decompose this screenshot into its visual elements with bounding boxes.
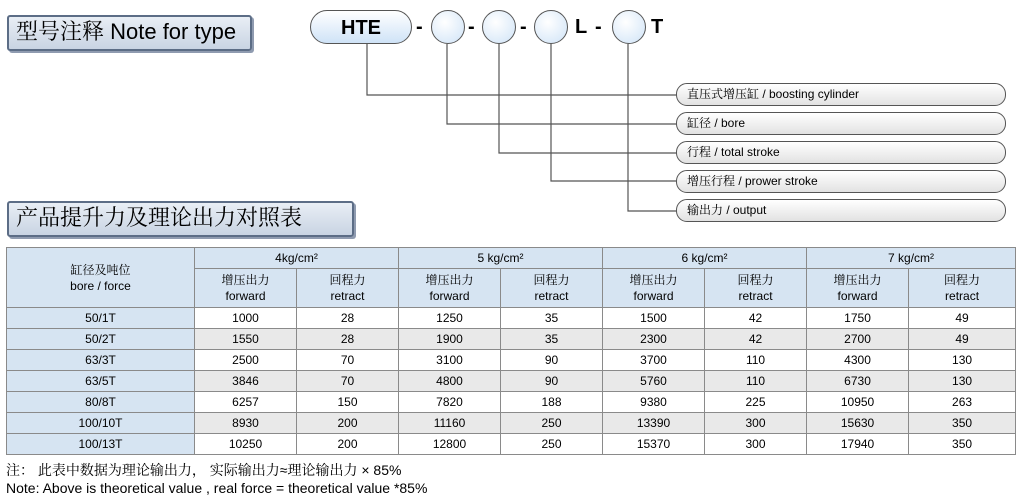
model-note-title-text: 型号注释 Note for type: [16, 19, 237, 44]
retract-value-cell: 49: [909, 329, 1016, 350]
forward-value-cell: 11160: [399, 413, 501, 434]
pressure-header: 7 kg/cm²: [807, 248, 1016, 269]
table-row: [7, 413, 1016, 434]
retract-value-cell: 350: [909, 413, 1016, 434]
forward-value-cell: 1500: [603, 308, 705, 329]
forward-value-cell: 7820: [399, 392, 501, 413]
forward-value-cell: 12800: [399, 434, 501, 455]
forward-value-cell: 1900: [399, 329, 501, 350]
forward-value-cell: 4300: [807, 350, 909, 371]
retract-value-cell: 150: [297, 392, 399, 413]
retract-value-cell: 350: [909, 434, 1016, 455]
force-table: [6, 247, 1016, 455]
retract-header: [705, 269, 807, 308]
table-row: [7, 392, 1016, 413]
connector-line: [447, 44, 677, 124]
forward-value-cell: 1250: [399, 308, 501, 329]
forward-header-zh: 增压出力: [221, 273, 270, 287]
retract-header: [909, 269, 1016, 308]
table-row: [7, 350, 1016, 371]
forward-value-cell: 15370: [603, 434, 705, 455]
retract-value-cell: 90: [501, 371, 603, 392]
power-stroke-code-circle: [534, 10, 568, 44]
model-note-title: [7, 15, 252, 51]
forward-value-cell: 1750: [807, 308, 909, 329]
retract-value-cell: 300: [705, 434, 807, 455]
forward-value-cell: 3100: [399, 350, 501, 371]
bore-force-cell: 100/10T: [7, 413, 195, 434]
retract-header-zh: 回程力: [533, 273, 570, 287]
connector-line: [499, 44, 677, 153]
bore-force-cell: 80/8T: [7, 392, 195, 413]
retract-value-cell: 130: [909, 371, 1016, 392]
retract-value-cell: 130: [909, 350, 1016, 371]
retract-header: [297, 269, 399, 308]
output-code-circle: [612, 10, 646, 44]
forward-value-cell: 2700: [807, 329, 909, 350]
retract-value-cell: 263: [909, 392, 1016, 413]
legend-item: 行程 / total stroke: [676, 141, 1006, 164]
retract-header-zh: 回程力: [329, 273, 366, 287]
connector-line: [551, 44, 677, 181]
forward-header-en: forward: [225, 289, 266, 303]
code-separator: -: [416, 16, 423, 38]
code-letter-t: T: [651, 16, 664, 38]
retract-header-en: retract: [534, 289, 569, 303]
retract-value-cell: 110: [705, 371, 807, 392]
forward-value-cell: 5760: [603, 371, 705, 392]
table-row: [7, 308, 1016, 329]
stroke-code-circle: [482, 10, 516, 44]
retract-value-cell: 188: [501, 392, 603, 413]
code-separator: -: [595, 16, 602, 38]
forward-value-cell: 3700: [603, 350, 705, 371]
retract-value-cell: 250: [501, 434, 603, 455]
code-separator: -: [520, 16, 527, 38]
forward-value-cell: 2500: [195, 350, 297, 371]
forward-header-en: forward: [837, 289, 878, 303]
retract-value-cell: 200: [297, 413, 399, 434]
retract-value-cell: 225: [705, 392, 807, 413]
comparison-table-title: [7, 201, 354, 237]
retract-value-cell: 70: [297, 371, 399, 392]
bore-force-cell: 50/1T: [7, 308, 195, 329]
retract-value-cell: 28: [297, 329, 399, 350]
table-row: [7, 371, 1016, 392]
legend-item: 缸径 / bore: [676, 112, 1006, 135]
code-separator: -: [468, 16, 475, 38]
retract-header-en: retract: [738, 289, 773, 303]
retract-header-zh: 回程力: [944, 273, 981, 287]
model-prefix-text: HTE: [341, 17, 381, 39]
comparison-title-text: 产品提升力及理论出力对照表: [16, 205, 303, 230]
table-row: [7, 329, 1016, 350]
retract-header-zh: 回程力: [737, 273, 774, 287]
bore-force-cell: 63/5T: [7, 371, 195, 392]
retract-header-en: retract: [945, 289, 980, 303]
retract-value-cell: 200: [297, 434, 399, 455]
note-english: Note: Above is theoretical value , real force = theoretical value *85%: [6, 480, 428, 496]
table-row: [7, 434, 1016, 455]
retract-value-cell: 35: [501, 308, 603, 329]
retract-value-cell: 35: [501, 329, 603, 350]
pressure-header: 4kg/cm²: [195, 248, 399, 269]
forward-value-cell: 3846: [195, 371, 297, 392]
forward-header-en: forward: [633, 289, 674, 303]
forward-header: [399, 269, 501, 308]
connector-line: [628, 44, 677, 211]
legend-item: 直压式增压缸 / boosting cylinder: [676, 83, 1006, 106]
row-header-cell: [7, 248, 195, 308]
retract-value-cell: 28: [297, 308, 399, 329]
note-chinese: 注： 此表中数据为理论输出力， 实际输出力≈理论输出力 × 85%: [6, 462, 402, 478]
forward-value-cell: 13390: [603, 413, 705, 434]
forward-value-cell: 10250: [195, 434, 297, 455]
forward-value-cell: 4800: [399, 371, 501, 392]
forward-header: [603, 269, 705, 308]
bore-force-cell: 100/13T: [7, 434, 195, 455]
connector-line: [367, 44, 677, 95]
retract-header-en: retract: [330, 289, 365, 303]
forward-value-cell: 9380: [603, 392, 705, 413]
retract-value-cell: 90: [501, 350, 603, 371]
pressure-header: 6 kg/cm²: [603, 248, 807, 269]
forward-value-cell: 1000: [195, 308, 297, 329]
row-header-en: bore / force: [70, 278, 131, 293]
retract-value-cell: 70: [297, 350, 399, 371]
forward-value-cell: 8930: [195, 413, 297, 434]
retract-value-cell: 49: [909, 308, 1016, 329]
forward-value-cell: 6730: [807, 371, 909, 392]
forward-header: [807, 269, 909, 308]
retract-value-cell: 110: [705, 350, 807, 371]
forward-header: [195, 269, 297, 308]
forward-value-cell: 17940: [807, 434, 909, 455]
code-letter-l: L: [575, 16, 588, 38]
row-header-zh: 缸径及吨位: [70, 262, 131, 277]
bore-force-cell: 63/3T: [7, 350, 195, 371]
retract-value-cell: 42: [705, 308, 807, 329]
retract-value-cell: 250: [501, 413, 603, 434]
forward-header-zh: 增压出力: [629, 273, 678, 287]
retract-value-cell: 300: [705, 413, 807, 434]
forward-header-zh: 增压出力: [425, 273, 474, 287]
model-prefix-pill: [310, 10, 412, 44]
legend-item: 增压行程 / prower stroke: [676, 170, 1006, 193]
forward-value-cell: 6257: [195, 392, 297, 413]
forward-value-cell: 2300: [603, 329, 705, 350]
forward-header-en: forward: [429, 289, 470, 303]
forward-value-cell: 15630: [807, 413, 909, 434]
retract-header: [501, 269, 603, 308]
pressure-header: 5 kg/cm²: [399, 248, 603, 269]
forward-value-cell: 1550: [195, 329, 297, 350]
forward-value-cell: 10950: [807, 392, 909, 413]
forward-header-zh: 增压出力: [833, 273, 882, 287]
bore-force-cell: 50/2T: [7, 329, 195, 350]
legend-item: 输出力 / output: [676, 199, 1006, 222]
retract-value-cell: 42: [705, 329, 807, 350]
bore-code-circle: [431, 10, 465, 44]
